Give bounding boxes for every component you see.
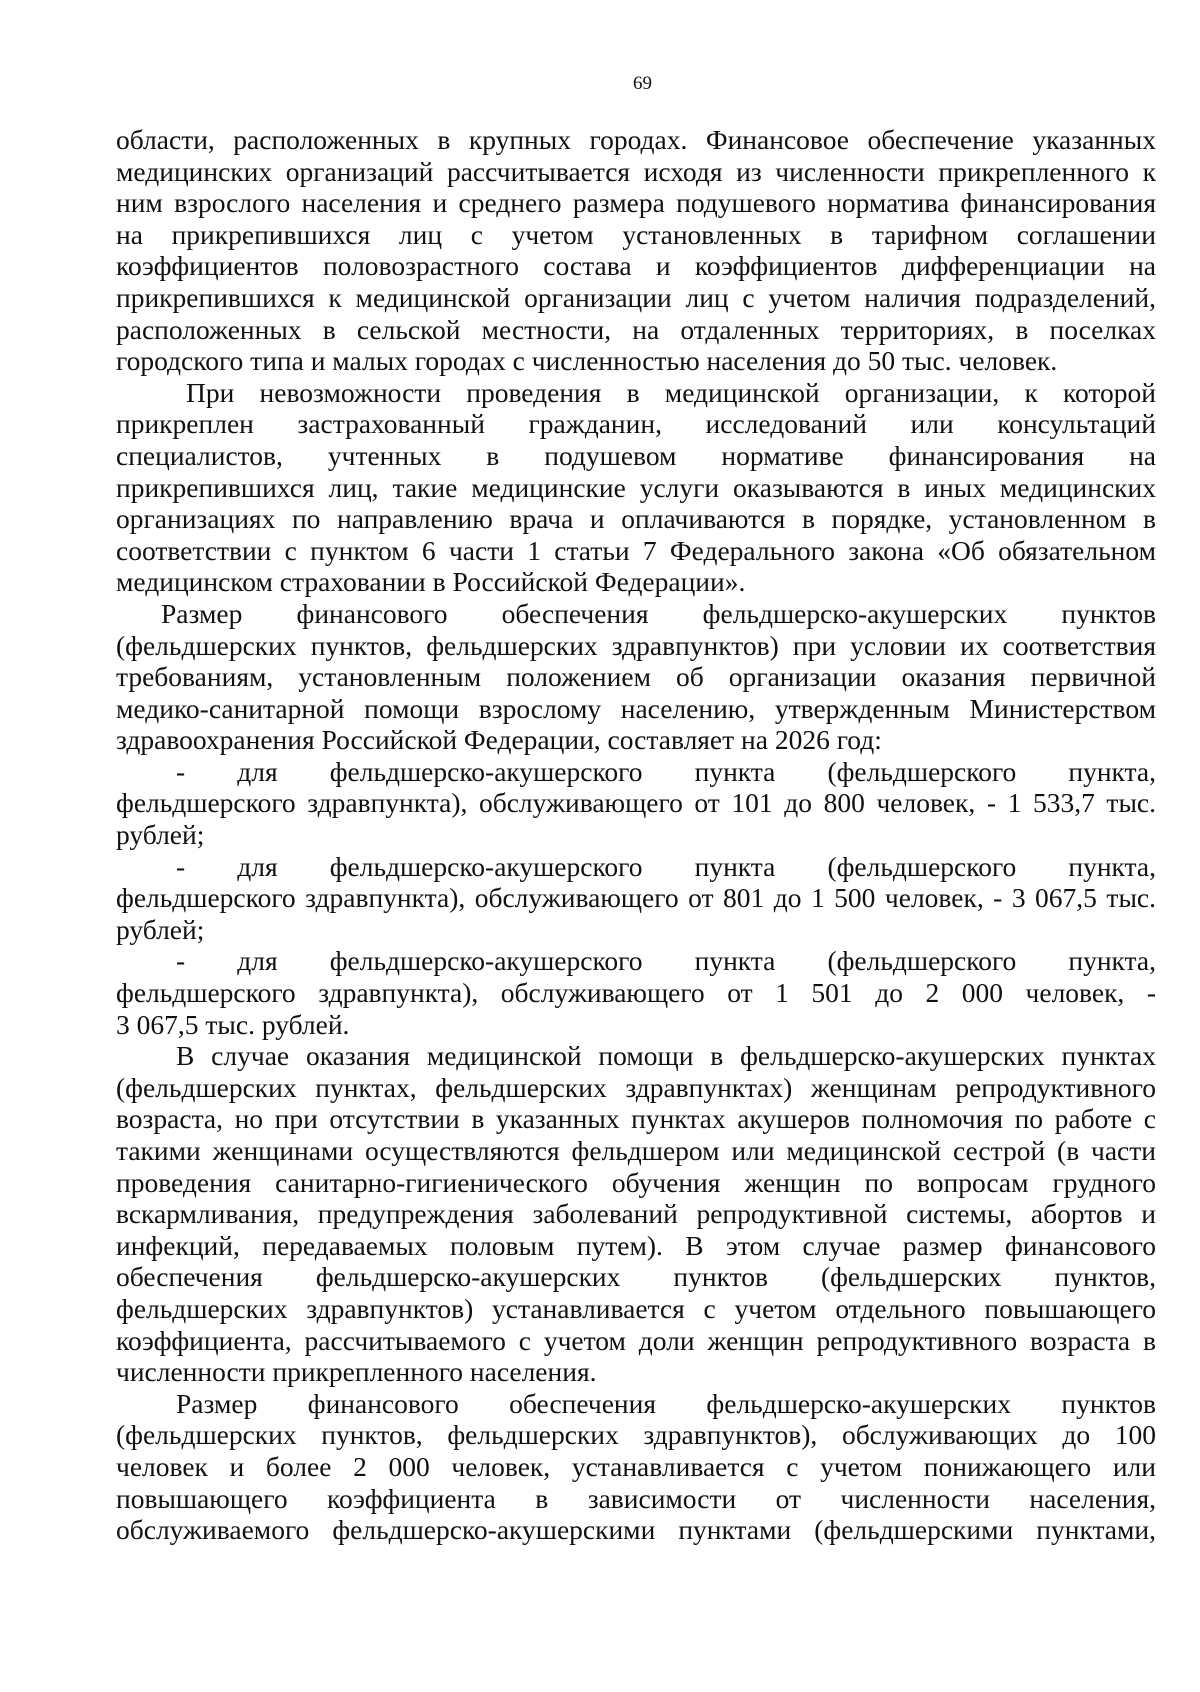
text-line: повышающего коэффициента в зависимости от численности населения,: [116, 1482, 1156, 1514]
text-line: численности прикрепленного населения.: [116, 1356, 597, 1388]
text-line: организациях по направлению врача и оплачиваются в порядке, установленном в: [116, 503, 1156, 535]
text-line: 3 067,5 тыс. рублей.: [116, 1008, 350, 1040]
text-line: прикрепившихся лиц, такие медицинские услуги оказываются в иных медицинских: [116, 471, 1156, 503]
text-line: фельдшерского здравпункта), обслуживающего от 1 501 до 2 000 человек, -: [116, 977, 1156, 1009]
body-text: [116, 124, 1156, 1546]
text-line: фельдшерских здравпунктов) устанавливается с учетом отдельного повышающего: [116, 1292, 1156, 1324]
text-line: соответствии с пунктом 6 части 1 статьи 7 Федерального закона «Об обязательном: [116, 534, 1156, 566]
text-line: - для фельдшерско-акушерского пункта (фельдшерского пункта,: [176, 850, 1156, 882]
text-line: рублей;: [116, 913, 205, 945]
text-line: инфекций, передаваемых половым путем). В этом случае размер финансового: [116, 1229, 1156, 1261]
paragraph-coefficient: [116, 1388, 1156, 1546]
list-item-1501-2000: [116, 945, 1156, 1040]
text-line: (фельдшерских пунктах, фельдшерских здравпунктах) женщинам репродуктивного: [116, 1071, 1156, 1103]
text-line: коэффициентов половозрастного состава и коэффициентов дифференциации на: [116, 250, 1156, 282]
page-number: 69: [633, 73, 652, 94]
paragraph-fap-financing-size: [116, 598, 1156, 756]
text-line: прикреплен застрахованный гражданин, исследований или консультаций: [116, 408, 1156, 440]
text-line: такими женщинами осуществляются фельдшером или медицинской сестрой (в части: [116, 1135, 1156, 1166]
text-line: (фельдшерских пунктов, фельдшерских здравпунктов) при условии их соответствия: [116, 629, 1156, 661]
text-line: медицинском страховании в Российской Федерации».: [116, 566, 746, 598]
list-item-801-1500: [116, 851, 1156, 946]
text-line: фельдшерского здравпункта), обслуживающего от 801 до 1 500 человек, - 3 067,5 тыс.: [116, 882, 1156, 914]
text-line: на прикрепившихся лиц с учетом установленных в тарифном соглашении: [116, 218, 1156, 250]
text-line: При невозможности проведения в медицинской организации, к которой: [186, 376, 1156, 408]
text-line: коэффициента, рассчитываемого с учетом доли женщин репродуктивного возраста в: [116, 1324, 1156, 1356]
text-line: здравоохранения Российской Федерации, составляет на 2026 год:: [116, 724, 882, 756]
paragraph-financing-continuation: [116, 124, 1156, 377]
text-line: В случае оказания медицинской помощи в фельдшерско-акушерских пунктах: [176, 1040, 1156, 1072]
paragraph-reproductive-age: [116, 1040, 1156, 1388]
text-line: специалистов, учтенных в подушевом нормативе финансирования на: [116, 439, 1156, 471]
text-line: проведения санитарно-гигиенического обучения женщин по вопросам грудного: [116, 1166, 1156, 1198]
list-item-101-800: [116, 756, 1156, 851]
text-line: городского типа и малых городах с численностью населения до 50 тыс. человек.: [116, 345, 1058, 377]
text-line: расположенных в сельской местности, на отдаленных территориях, в поселках: [116, 313, 1156, 345]
text-line: фельдшерского здравпункта), обслуживающего от 101 до 800 человек, - 1 533,7 тыс.: [116, 787, 1156, 819]
text-line: требованиям, установленным положением об организации оказания первичной: [116, 661, 1156, 693]
text-line: области, расположенных в крупных городах. Финансовое обеспечение указанных: [116, 124, 1156, 155]
text-line: обслуживаемого фельдшерско-акушерскими пунктами (фельдшерскими пунктами,: [116, 1514, 1156, 1546]
text-line: - для фельдшерско-акушерского пункта (фельдшерского пункта,: [176, 755, 1156, 787]
text-line: - для фельдшерско-акушерского пункта (фельдшерского пункта,: [176, 945, 1156, 977]
text-line: возраста, но при отсутствии в указанных пунктах акушеров полномочия по работе с: [116, 1103, 1156, 1135]
text-line: прикрепившихся к медицинской организации лиц с учетом наличия подразделений,: [116, 281, 1156, 313]
text-line: (фельдшерских пунктов, фельдшерских здравпунктов), обслуживающих до 100: [116, 1419, 1156, 1451]
text-line: человек и более 2 000 человек, устанавливается с учетом понижающего или: [116, 1450, 1156, 1482]
text-line: рублей;: [116, 819, 205, 851]
text-line: медицинских организаций рассчитывается исходя из численности прикрепленного к: [116, 155, 1156, 187]
text-line: медико-санитарной помощи взрослому населению, утвержденным Министерством: [116, 692, 1156, 724]
text-line: обеспечения фельдшерско-акушерских пунктов (фельдшерских пунктов,: [116, 1261, 1156, 1293]
paragraph-impossibility: [116, 377, 1156, 598]
text-line: Размер финансового обеспечения фельдшерско-акушерских пунктов: [161, 597, 1156, 629]
text-line: ним взрослого населения и среднего размера подушевого норматива финансирования: [116, 187, 1156, 219]
text-line: Размер финансового обеспечения фельдшерско-акушерских пунктов: [176, 1387, 1156, 1419]
text-line: вскармливания, предупреждения заболеваний репродуктивной системы, абортов и: [116, 1198, 1156, 1230]
